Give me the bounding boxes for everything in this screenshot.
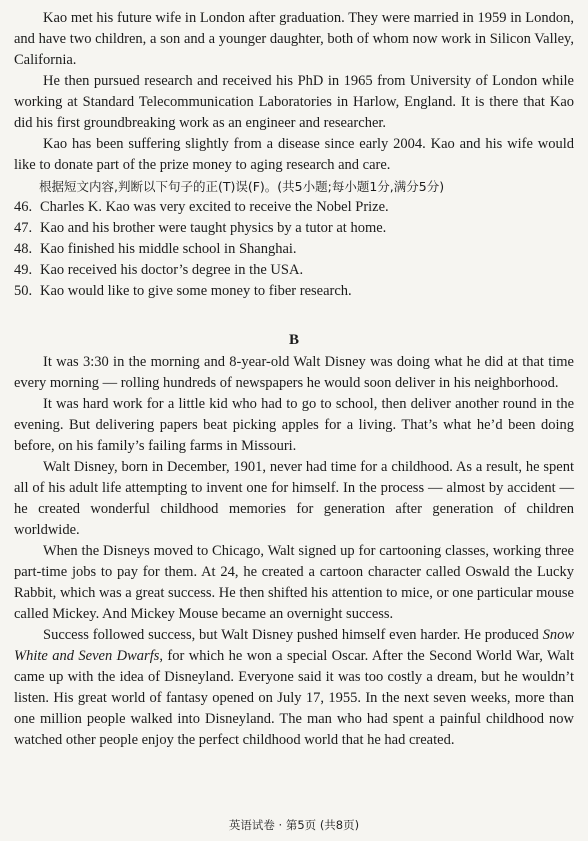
film-title: Snow White and Seven Dwarfs — [14, 627, 574, 664]
question-text: Kao and his brother were taught physics by a tutor at home. — [40, 220, 387, 236]
question-item — [14, 218, 574, 239]
question-text: Kao finished his middle school in Shanghai. — [40, 241, 297, 257]
question-number: 48. — [14, 241, 33, 257]
page-footer: 英语试卷 · 第5页 (共8页) — [228, 818, 360, 832]
paragraph-text: Success followed success, but Walt Disney pushed himself even harder. He produced — [43, 627, 543, 643]
question-text: Kao received his doctor’s degree in the USA. — [40, 262, 304, 278]
passage-a-paragraph-1: Kao met his future wife in London after graduation. They were married in 1959 in London, and have two children, a son and a younger daughter, both of whom now work in Silicon Valley, California. — [14, 10, 574, 68]
passage-a-paragraph-2: He then pursued research and received his PhD in 1965 from University of London while working at Standard Telecommunication Laboratories in Harlow, England. It is there that Kao did his first groundbreaking work as an engineer and researcher. — [14, 73, 574, 131]
question-text: Kao would like to give some money to fiber research. — [40, 283, 352, 299]
passage-a-paragraph-3: Kao has been suffering slightly from a disease since early 2004. Kao and his wife would like to donate part of the prize money to aging research and care. — [14, 136, 574, 173]
question-instructions: 根据短文内容,判断以下句子的正(T)误(F)。(共5小题;每小题1分,满分5分) — [39, 179, 445, 194]
passage-b-paragraph-5 — [14, 625, 574, 751]
question-number: 49. — [14, 262, 33, 278]
question-item — [14, 239, 574, 260]
question-item — [14, 260, 574, 281]
passage-b-paragraph-1: It was 3:30 in the morning and 8-year-old Walt Disney was doing what he did at that time every morning — rolling hundreds of newspapers he would soon deliver in his neighborhood. — [14, 354, 574, 391]
question-item — [14, 281, 574, 302]
passage-a — [14, 8, 574, 302]
question-item — [14, 197, 574, 218]
question-number: 46. — [14, 199, 33, 215]
question-number: 50. — [14, 283, 33, 299]
question-text: Charles K. Kao was very excited to receive the Nobel Prize. — [40, 199, 389, 215]
passage-b — [14, 330, 574, 751]
passage-b-paragraph-4: When the Disneys moved to Chicago, Walt signed up for cartooning classes, working three part-time jobs to pay for them. At 24, he created a cartoon character called Oswald the Lucky Rabbit, which was a great success. He then shifted his attention to mice, or one particular mouse called Mickey. And Mickey Mouse became an overnight success. — [14, 543, 574, 622]
passage-b-paragraph-3: Walt Disney, born in December, 1901, never had time for a childhood. As a result, he spent all of his adult life attempting to invent one for himself. In the process — almost by accident — he created wonderful childhood memories for generation after generation of children worldwide. — [14, 459, 574, 538]
passage-b-paragraph-2: It was hard work for a little kid who had to go to school, then deliver another round in the evening. But delivering papers beat picking apples for a living. That’s what he’d been doing before, on his family’s failing farms in Missouri. — [14, 396, 574, 454]
section-title: B — [288, 332, 299, 348]
question-list — [14, 197, 574, 302]
question-number: 47. — [14, 220, 33, 236]
paragraph-text: , for which he won a special Oscar. After the Second World War, Walt came up with the idea of Disneyland. Everyone said it was too costly a dream, but he wouldn’t listen. His great world of fantasy opened on July 17, 1955. In the next seven weeks, more than one million people walked into Disneyland. The man who had spent a painful childhood now watched other people enjoy the perfect childhood world that he had created. — [14, 648, 574, 748]
